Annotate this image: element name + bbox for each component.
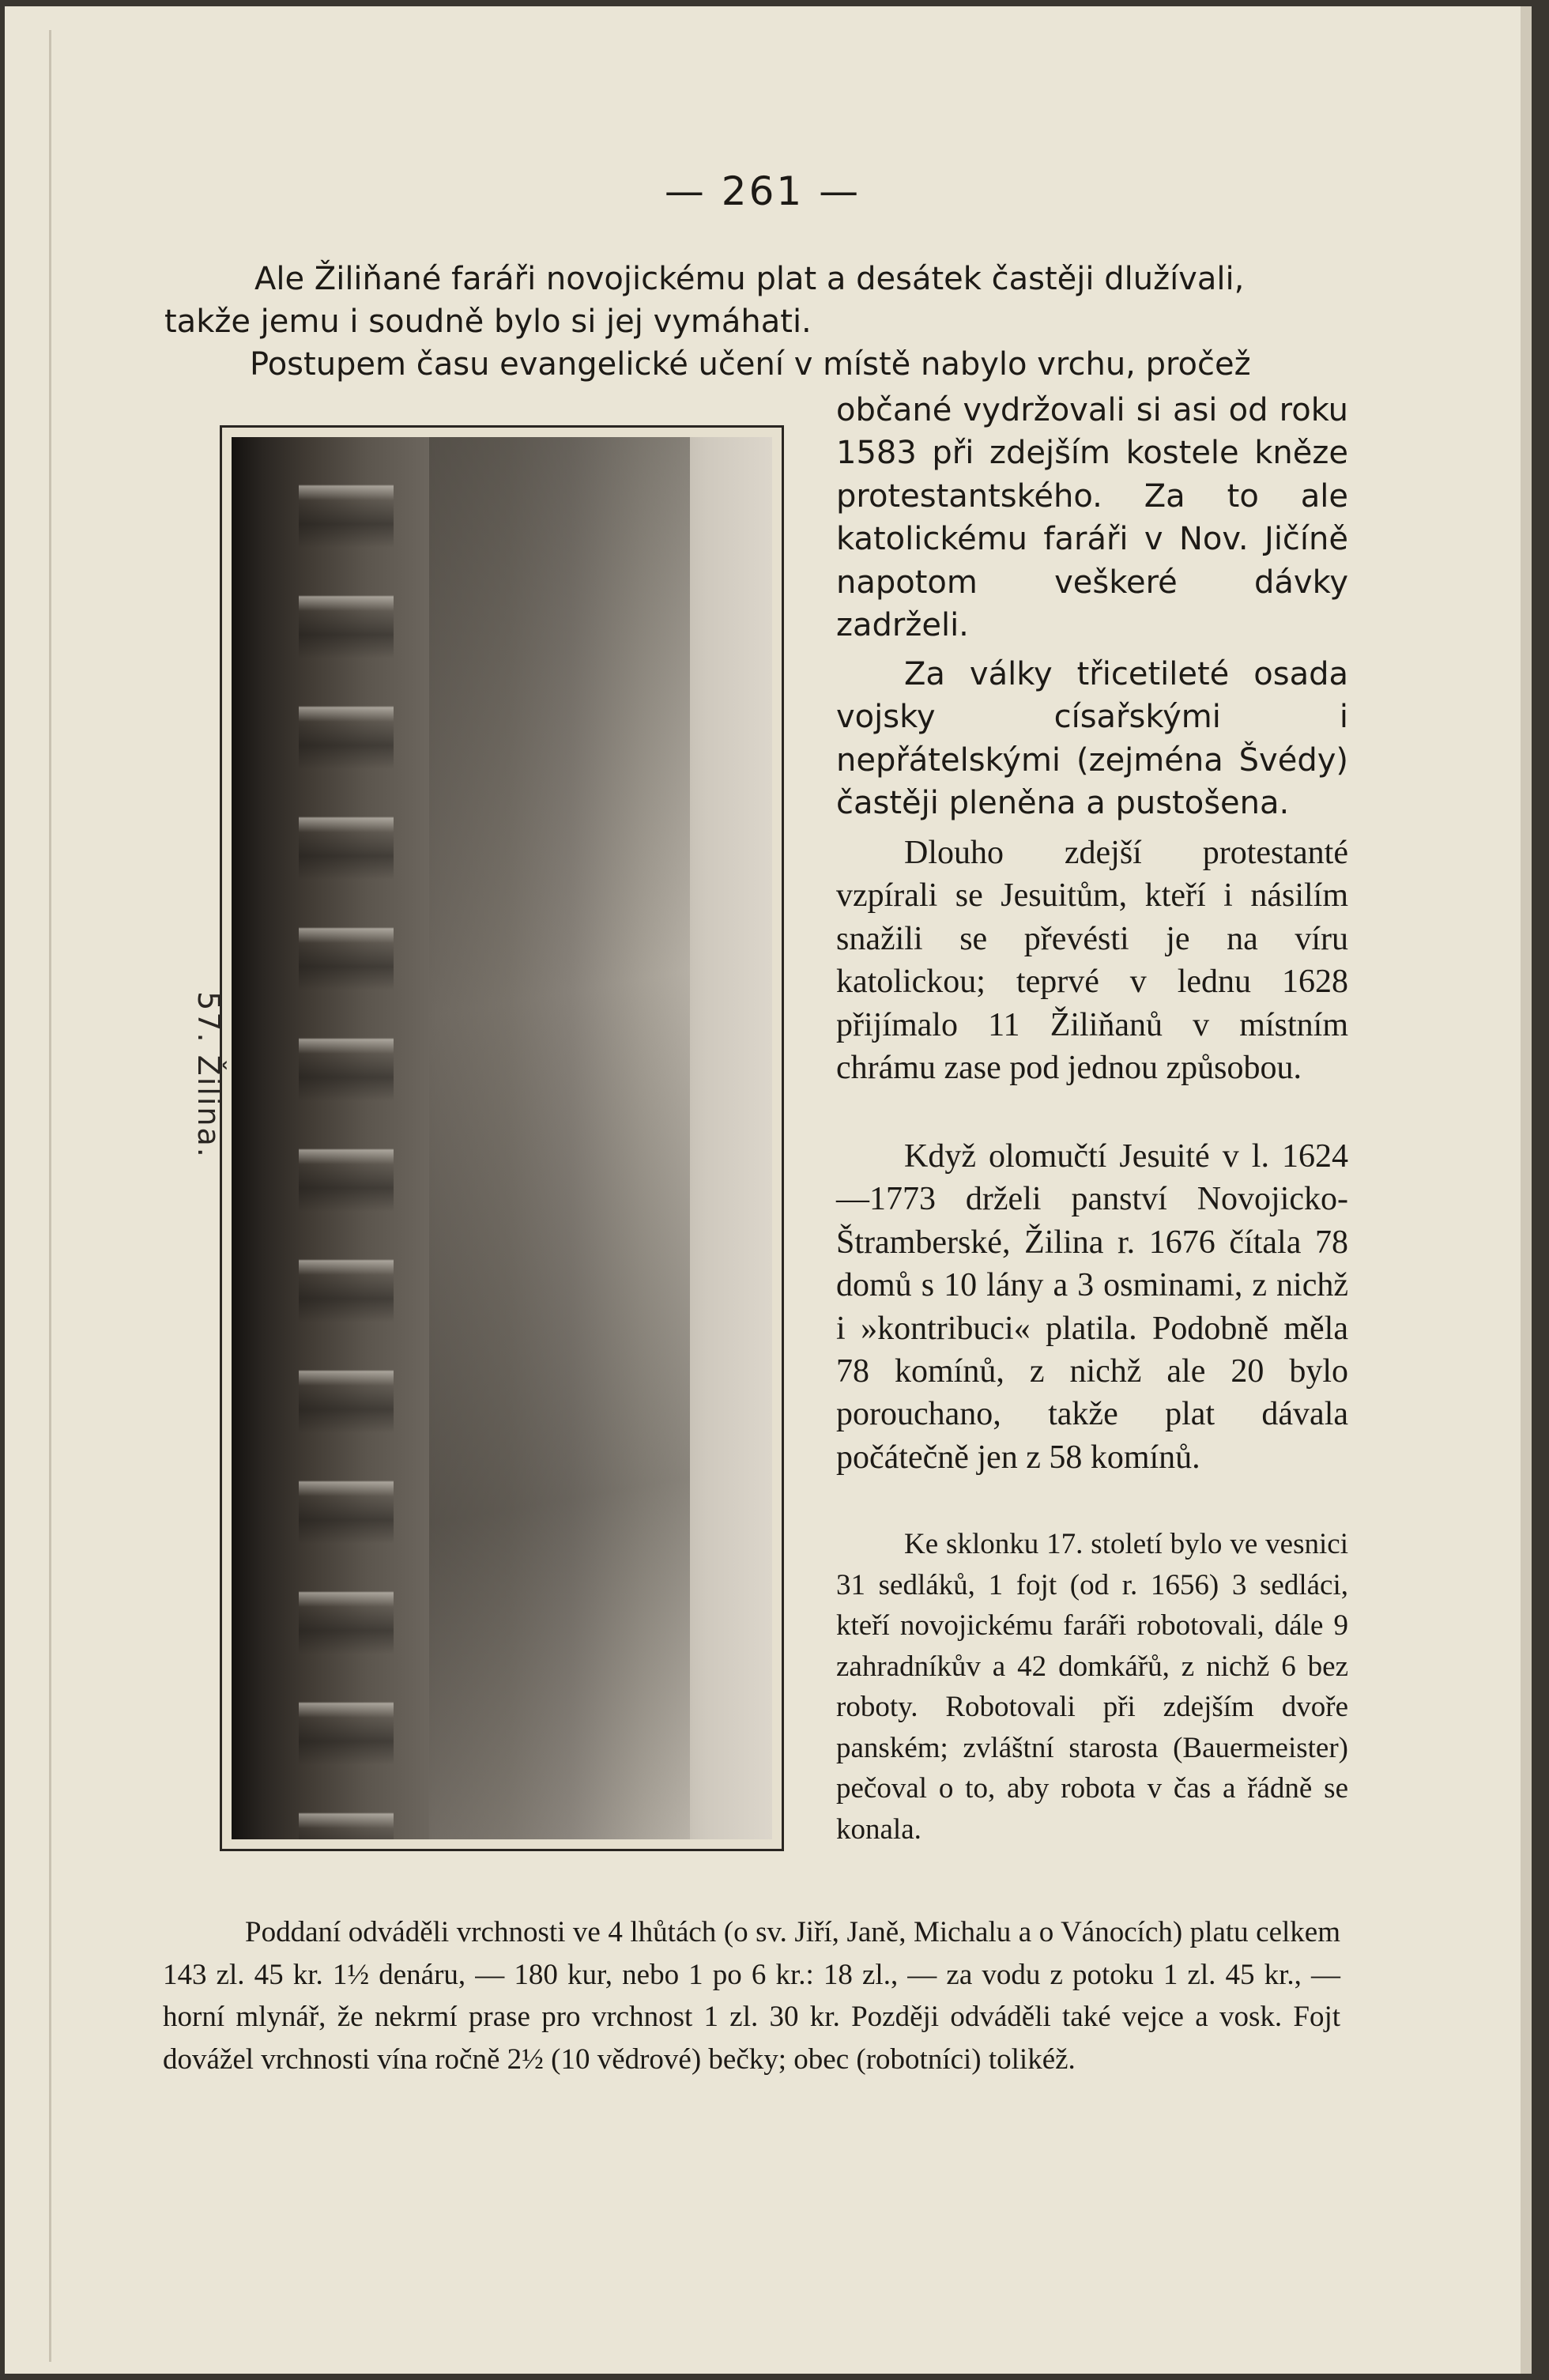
page-edge bbox=[1521, 6, 1532, 2374]
book-page bbox=[5, 6, 1521, 2374]
paragraph: občané vydržovali si asi od roku 1583 při zdejším kostele kněze protestantského. Za to ale katolickému faráři v Nov. Jičíně napotom veškeré dávky zadrželi. bbox=[836, 392, 1348, 644]
page-number: — 261 — bbox=[664, 168, 861, 214]
village-photo bbox=[220, 425, 784, 1851]
photo-caption: 57. Žilina. bbox=[190, 991, 226, 1159]
intro-line: Postupem času evangelické učení v místě nabylo vrchu, pročež bbox=[250, 346, 1251, 383]
intro-line: Ale Žiliňané faráři novojickému plat a desátek častěji dlužívali, bbox=[254, 261, 1245, 297]
paragraph: Když olomučtí Jesuité v l. 1624—1773 drželi panství Novojicko-Štramberské, Žilina r. 1676 čítala 78 domů s 10 lány a 3 osminami, z nichž i »kontribuci« platila. Podobně měla 78 komínů, z nichž ale 20 bylo porouchano, takže plat dávala počátečně jen z 58 komínů. bbox=[836, 1138, 1348, 1476]
paragraph: Dlouho zdejší protestanté vzpírali se Jesuitům, kteří i násilím snažili se převésti je na víru katolickou; teprvé v lednu 1628 přijímalo 11 Žiliňanů v místním chrámu zase pod jednou způsobou. bbox=[836, 835, 1348, 1087]
intro-line: takže jemu i soudně bylo si jej vymáhati. bbox=[164, 304, 812, 340]
paragraph: Ke sklonku 17. století bylo ve vesnici 31 sedláků, 1 fojt (od r. 1656) 3 sedláci, kteří novojickému faráři robotovali, dále 9 zahradníkův a 42 domkářů, z nichž 6 bez roboty. Robotovali při zdejším dvoře panském; zvláštní starosta (Bauermeister) pečoval o to, aby robota v čas a řádně se konala. bbox=[836, 1528, 1348, 1846]
photo-image bbox=[232, 437, 772, 1839]
binding-line bbox=[49, 30, 51, 2362]
footnote: Poddaní odváděli vrchnosti ve 4 lhůtách (o sv. Jiří, Janě, Michalu a o Vánocích) platu celkem 143 zl. 45 kr. 1½ denáru, — 180 kur, nebo 1 po 6 kr.: 18 zl., — za vodu z potoku 1 zl. 45 kr., — horní mlynář, že nekrmí prase pro vrchnost 1 zl. 30 kr. Později odváděli také vejce a vosk. Fojt dovážel vrchnosti vína ročně 2½ (10 vědrové) bečky; obec (robotníci) tolikéž. bbox=[163, 1916, 1340, 2076]
paragraph: Za války třicetileté osada vojsky císařskými i nepřátelskými (zejména Švédy) častěji pleněna a pustošena. bbox=[836, 656, 1348, 822]
